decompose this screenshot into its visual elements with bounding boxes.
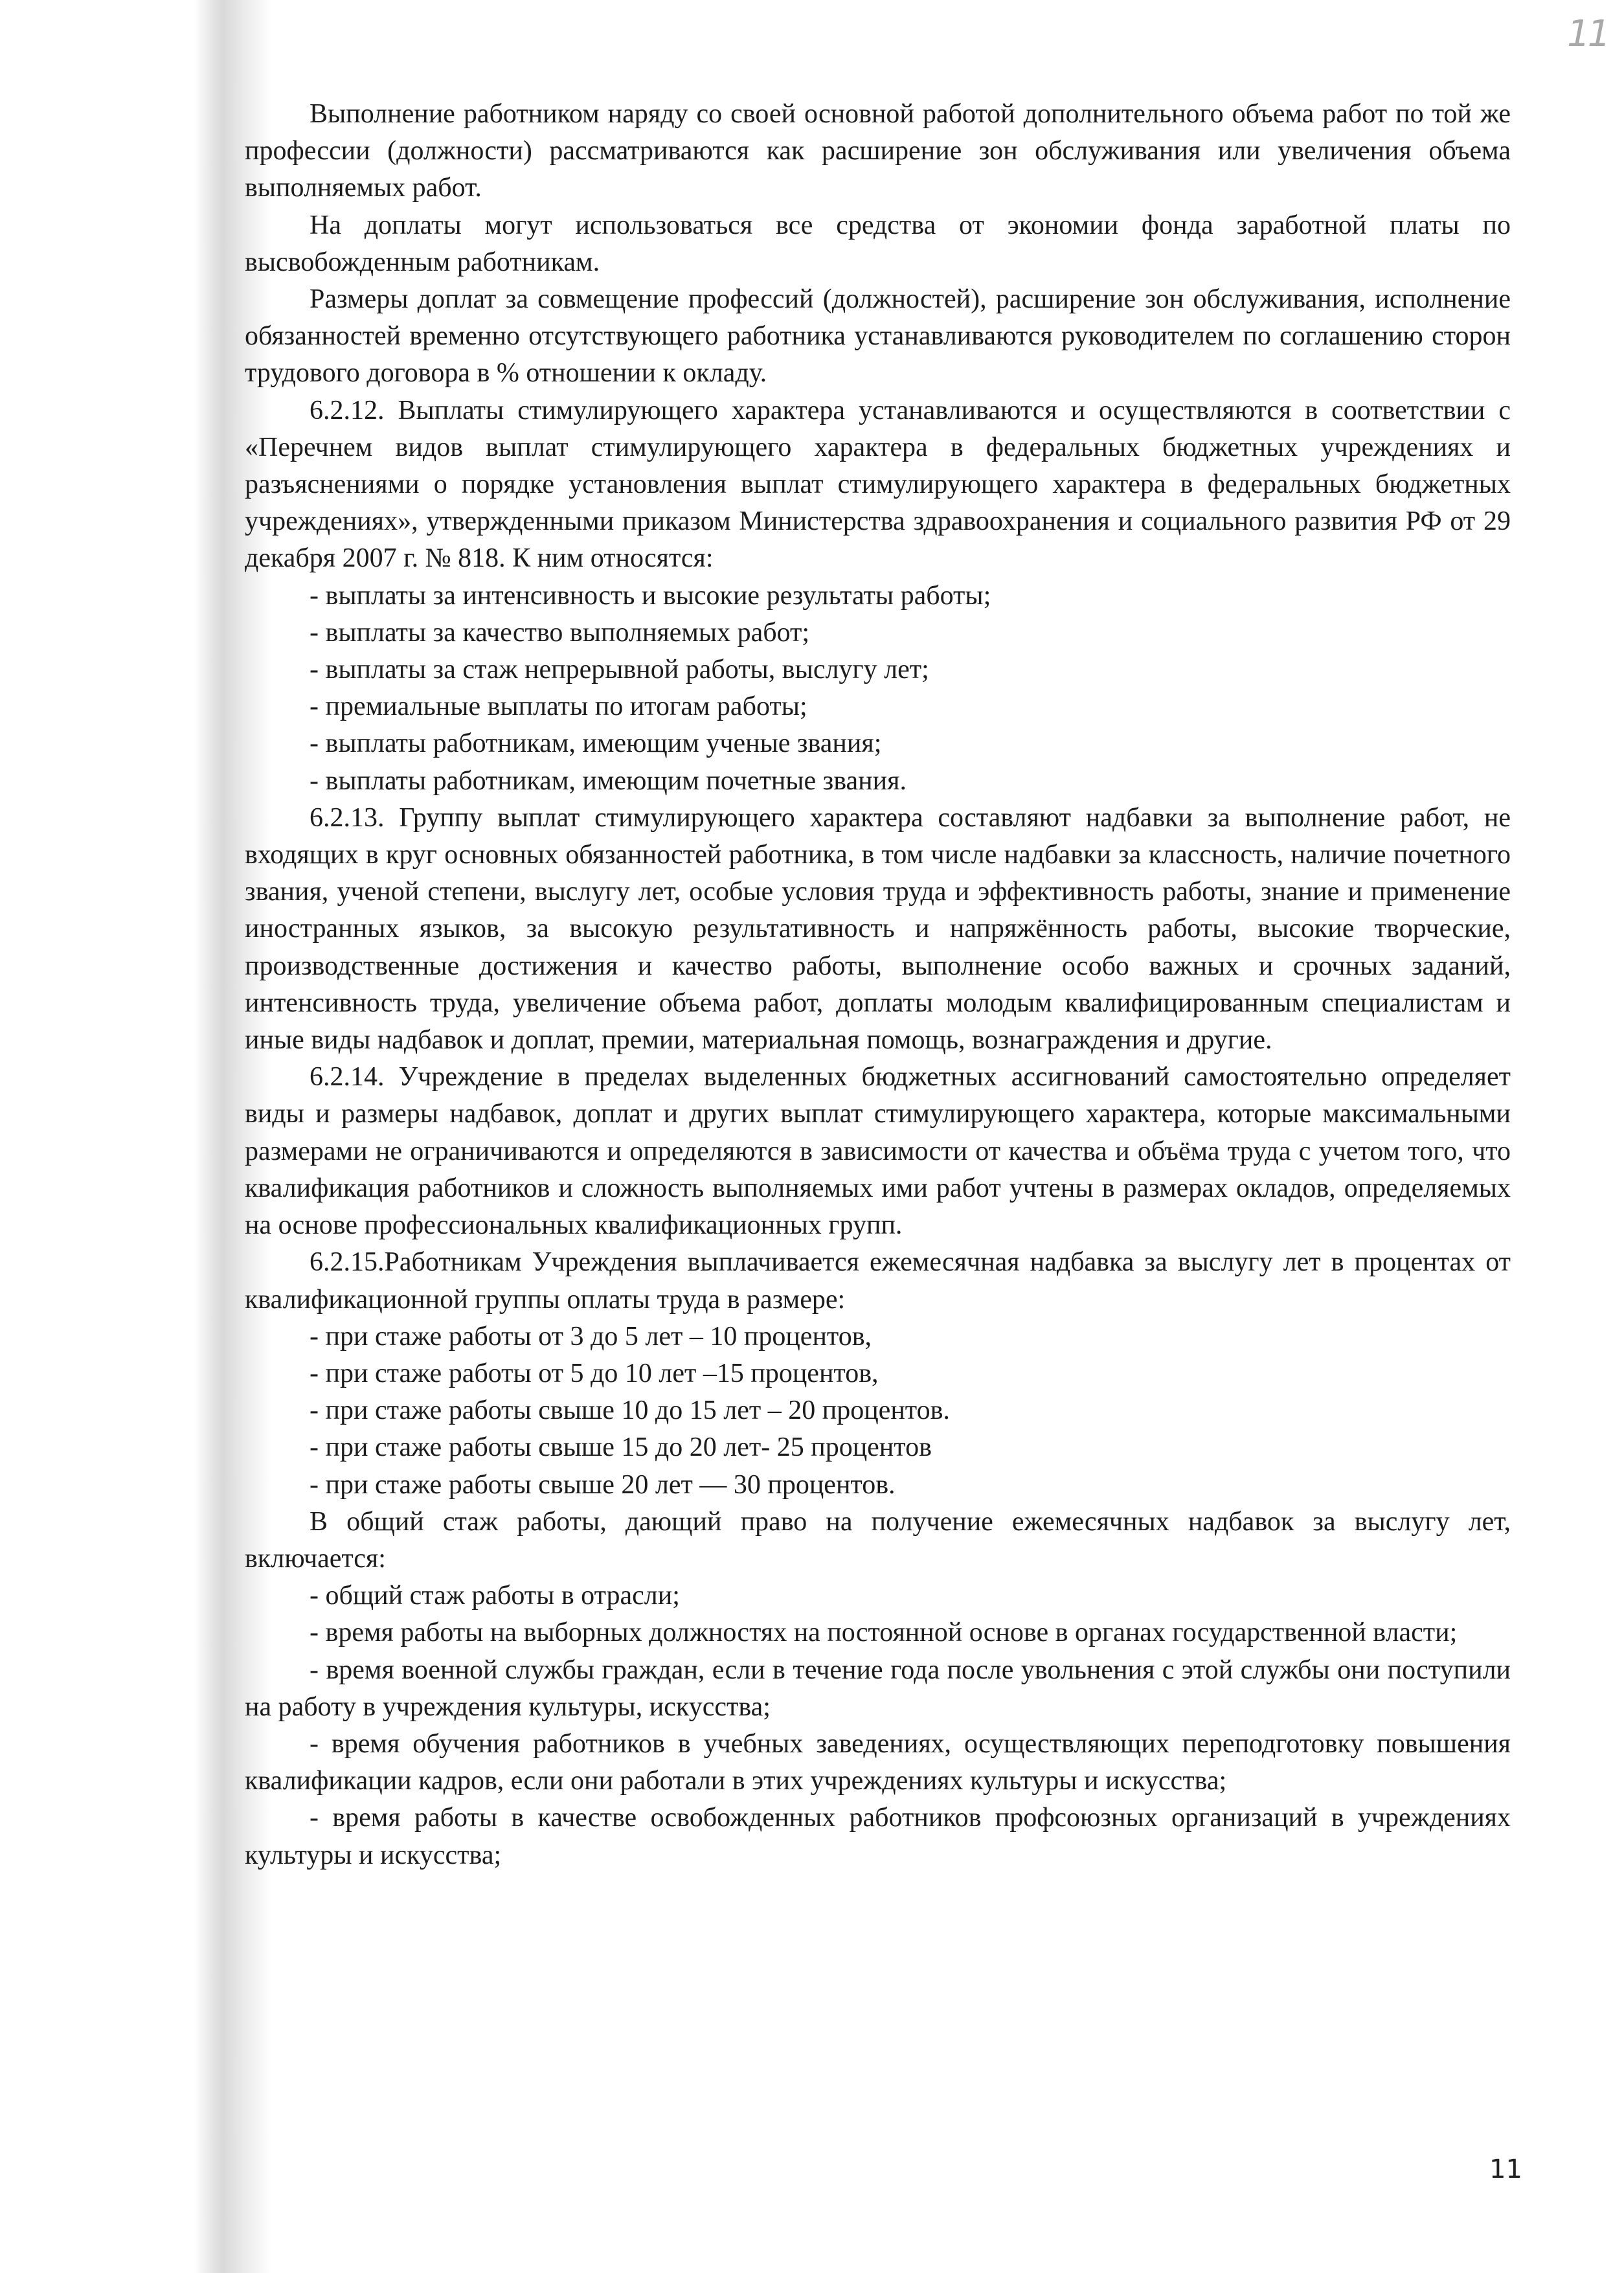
list-item: - при стаже работы свыше 20 лет — 30 процентов. [310, 1469, 896, 1500]
list-item: - время обучения работников в учебных заведениях, осуществляющих переподготовку повышения квалификации кадров, если они работали в этих учреждениях культуры и искусства; [245, 1728, 1511, 1796]
list-item: - при стаже работы от 5 до 10 лет –15 процентов, [310, 1358, 879, 1388]
page-number: 11 [1489, 2154, 1522, 2184]
list-item: - общий стаж работы в отрасли; [310, 1581, 680, 1611]
paragraph-6-2-12: 6.2.12. Выплаты стимулирующего характера устанавливаются и осуществляются в соответствии с «Перечнем видов выплат стимулирующего характера в федеральных бюджетных учреждениях и разъяснениями о порядке установления выплат стимулирующего характера в федеральных бюджетных учреждениях», утвержденными приказом Министерства здравоохранения и социального развития РФ от 29 декабря 2007 г. № 818. К ним относятся: [245, 395, 1511, 574]
list-item: - при стаже работы свыше 15 до 20 лет- 25 процентов [310, 1432, 932, 1463]
list-item: - премиальные выплаты по итогам работы; [310, 692, 807, 722]
paragraph-combination-allowance: Размеры доплат за совмещение профессий (должностей), расширение зон обслуживания, исполнение обязанностей временно отсутствующего работника устанавливаются руководителем по соглашению сторон трудового договора в % отношении к окладу. [245, 284, 1511, 389]
list-item: - время военной службы граждан, если в течение года после увольнения с этой службы они поступили на работу в учреждения культуры, искусства; [245, 1655, 1511, 1722]
paragraph-6-2-13: 6.2.13. Группу выплат стимулирующего характера составляют надбавки за выполнение работ, не входящих в круг основных обязанностей работника, в том числе надбавки за классность, наличие почетного звания, ученой степени, выслугу лет, особые условия труда и эффективность работы, знание и применение иностранных языков, за высокую результативность и напряжённость работы, высокие творческие, производственные достижения и качество работы, выполнение особо важных и срочных заданий, интенсивность труда, увеличение объема работ, доплаты молодым квалифицированным специалистам и иные виды надбавок и доплат, премии, материальная помощь, вознаграждения и другие. [245, 802, 1511, 1056]
paragraph-payroll-savings: На доплаты могут использоваться все средства от экономии фонда заработной платы по высвобожденным работникам. [245, 210, 1511, 277]
paragraph-total-seniority: В общий стаж работы, дающий право на получение ежемесячных надбавок за выслугу лет, включается: [245, 1506, 1511, 1574]
list-item: - выплаты работникам, имеющим ученые звания; [310, 729, 882, 759]
list-item: - выплаты работникам, имеющим почетные звания. [310, 765, 907, 796]
scan-edge-shadow [0, 0, 272, 2273]
list-item: - время работы на выборных должностях на постоянной основе в органах государственной власти; [310, 1618, 1458, 1648]
paragraph-6-2-14: 6.2.14. Учреждение в пределах выделенных бюджетных ассигнований самостоятельно определяет виды и размеры надбавок, доплат и других выплат стимулирующего характера, которые максимальными размерами не ограничиваются и определяются в зависимости от качества и объёма труда с учетом того, что квалификация работников и сложность выполняемых ими работ учтены в размерах окладов, определяемых на основе профессиональных квалификационных групп. [245, 1062, 1511, 1241]
paragraph-additional-work: Выполнение работником наряду со своей основной работой дополнительного объема работ по той же профессии (должности) рассматриваются как расширение зон обслуживания или увеличения объема выполняемых работ. [245, 99, 1511, 203]
handwritten-page-mark: 11 [1567, 13, 1608, 55]
list-item: - при стаже работы свыше 10 до 15 лет – 20 процентов. [310, 1396, 950, 1426]
list-item: - выплаты за качество выполняемых работ; [310, 617, 810, 648]
list-item: - выплаты за интенсивность и высокие результаты работы; [310, 580, 991, 611]
list-item: - при стаже работы от 3 до 5 лет – 10 процентов, [310, 1321, 872, 1351]
list-item: - время работы в качестве освобожденных работников профсоюзных организаций в учреждениях культуры и искусства; [245, 1803, 1511, 1870]
paragraph-6-2-15: 6.2.15.Работникам Учреждения выплачивается ежемесячная надбавка за выслугу лет в процентах от квалификационной группы оплаты труда в размере: [245, 1247, 1511, 1315]
list-item: - выплаты за стаж непрерывной работы, выслугу лет; [310, 655, 929, 685]
document-body [245, 96, 1511, 1874]
